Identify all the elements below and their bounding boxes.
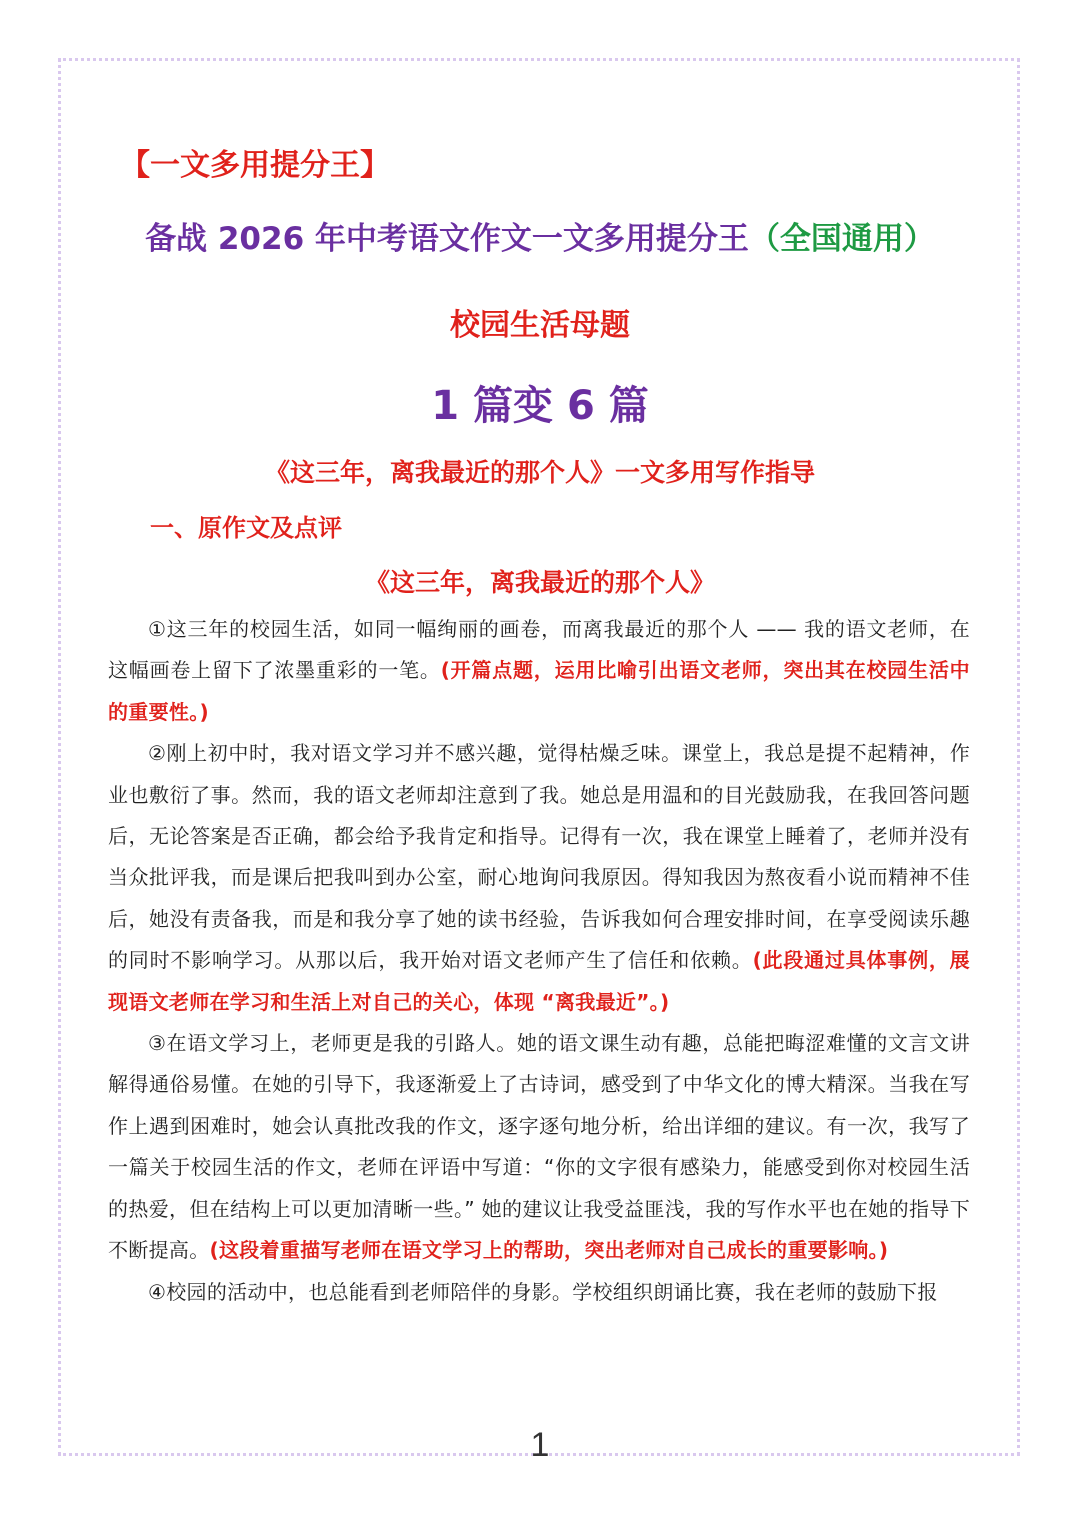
transform-title: 1 篇变 6 篇: [431, 383, 649, 429]
section-heading: 一、原作文及点评: [150, 514, 342, 542]
paragraph-text: ①这三年的校园生活，如同一幅绚丽的画卷，而离我最近的那个人 —— 我的语文老师，在这幅画卷上留下了浓墨重彩的一笔。: [108, 617, 970, 683]
headline: [0, 213, 1080, 258]
guide-title: 《这三年，离我最近的那个人》一文多用写作指导: [264, 458, 815, 487]
paragraph-4: [108, 1272, 970, 1313]
paragraph-comment: (此段通过具体事例，展现语文老师在学习和生活上对自己的关心，体现 “离我最近”。): [108, 948, 970, 1014]
headline-main: 备战 2026 年中考语文作文一文多用提分王: [145, 221, 749, 257]
brand-title: 【一文多用提分王】: [120, 148, 390, 183]
paragraph-text: ④校园的活动中，也总能看到老师陪伴的身影。学校组织朗诵比赛，我在老师的鼓励下报: [148, 1279, 938, 1304]
headline-scope: （全国通用）: [748, 221, 935, 257]
paragraph-1: [108, 609, 970, 733]
paragraph-3: [108, 1023, 970, 1271]
paragraph-comment: (这段着重描写老师在语文学习上的帮助，突出老师对自己成长的重要影响。): [209, 1238, 889, 1263]
paragraph-comment: (开篇点题，运用比喻引出语文老师，突出其在校园生活中的重要性。): [108, 658, 970, 724]
subtitle: 校园生活母题: [450, 308, 630, 343]
essay-body: [108, 609, 970, 1313]
paragraph-text: ②刚上初中时，我对语文学习并不感兴趣，觉得枯燥乏味。课堂上，我总是提不起精神，作业也敷衍了事。然而，我的语文老师却注意到了我。她总是用温和的目光鼓励我，在我回答问题后，无论答案是否正确，都会给予我肯定和指导。记得有一次，我在课堂上睡着了，老师并没有当众批评我，而是课后把我叫到办公室，耐心地询问我原因。得知我因为熬夜看小说而精神不佳后，她没有责备我，而是和我分享了她的读书经验，告诉我如何合理安排时间，在享受阅读乐趣的同时不影响学习。从那以后，我开始对语文老师产生了信任和依赖。: [108, 741, 970, 973]
essay-title: 《这三年，离我最近的那个人》: [364, 568, 715, 597]
page-number: 1: [530, 1426, 550, 1464]
paragraph-text: ③在语文学习上，老师更是我的引路人。她的语文课生动有趣，总能把晦涩难懂的文言文讲解得通俗易懂。在她的引导下，我逐渐爱上了古诗词，感受到了中华文化的博大精深。当我在写作上遇到困难时，她会认真批改我的作文，逐字逐句地分析，给出详细的建议。有一次，我写了一篇关于校园生活的作文，老师在评语中写道：“你的文字很有感染力，能感受到你对校园生活的热爱，但在结构上可以更加清晰一些。” 她的建议让我受益匪浅，我的写作水平也在她的指导下不断提高。: [108, 1031, 970, 1263]
paragraph-2: [108, 733, 970, 1023]
